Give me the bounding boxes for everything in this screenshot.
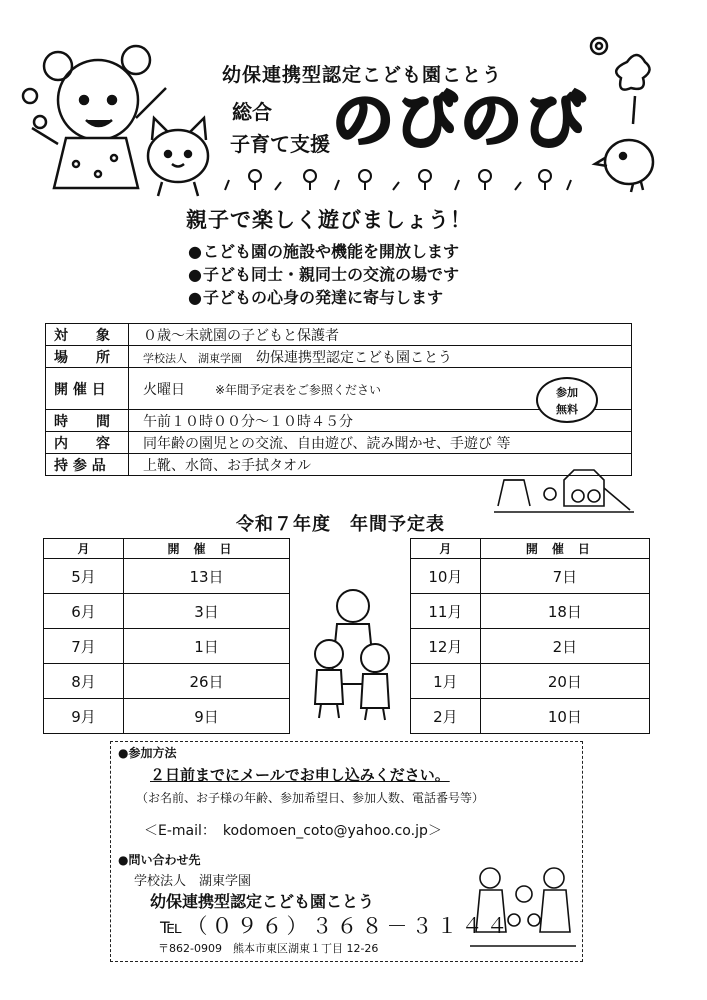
inquiry-heading: ● 問い合わせ先 bbox=[118, 851, 201, 868]
subtitle-childcare-support: 子育て支援 bbox=[230, 132, 330, 156]
schedule-month: 10月 bbox=[411, 559, 481, 594]
bird-and-flower-illustration bbox=[585, 34, 663, 194]
schedule-row bbox=[411, 664, 650, 699]
schedule-row bbox=[411, 594, 650, 629]
application-details: （お名前、お子様の年齢、参加希望日、参加人数、電話番号等） bbox=[136, 791, 485, 805]
schedule-day: 7日 bbox=[480, 559, 649, 594]
schedule-header-row bbox=[411, 539, 650, 559]
schedule-month: 2月 bbox=[411, 699, 481, 734]
schedule-month: 7月 bbox=[44, 629, 124, 664]
info-label: 内 容 bbox=[46, 432, 129, 454]
feature-item: ● こども園の施設や機能を開放します bbox=[188, 240, 459, 263]
schedule-table-right bbox=[410, 538, 650, 734]
info-label: 開 催 日 bbox=[46, 368, 129, 410]
schedule-row bbox=[44, 664, 290, 699]
feature-item: ● 子ども同士・親同士の交流の場です bbox=[188, 263, 459, 286]
schedule-day: 2日 bbox=[480, 629, 649, 664]
schedule-month: 8月 bbox=[44, 664, 124, 699]
schedule-row bbox=[411, 629, 650, 664]
info-row-content bbox=[46, 432, 632, 454]
schedule-header-month: 月 bbox=[411, 539, 481, 559]
page-title: のびのび bbox=[332, 84, 589, 157]
info-value: 火曜日 bbox=[143, 381, 185, 398]
feature-list bbox=[188, 240, 459, 309]
schedule-day: 1日 bbox=[124, 629, 290, 664]
schedule-row bbox=[44, 559, 290, 594]
info-value: 午前１０時００分～１０時４５分 bbox=[129, 410, 632, 432]
schedule-row bbox=[411, 559, 650, 594]
schedule-day: 9日 bbox=[124, 699, 290, 734]
info-value: ０歳～未就園の子どもと保護者 bbox=[129, 324, 632, 346]
info-value: 同年齢の園児との交流、自由遊び、読み聞かせ、手遊び 等 bbox=[129, 432, 632, 454]
schedule-table-left bbox=[43, 538, 290, 734]
schedule-row bbox=[411, 699, 650, 734]
schedule-day: 26日 bbox=[124, 664, 290, 699]
info-row-target bbox=[46, 324, 632, 346]
schedule-month: 9月 bbox=[44, 699, 124, 734]
schedule-month: 5月 bbox=[44, 559, 124, 594]
schedule-day: 10日 bbox=[480, 699, 649, 734]
schedule-month: 1月 bbox=[411, 664, 481, 699]
info-place-corp: 学校法人 湖東学園 bbox=[143, 351, 242, 365]
contact-corp: 学校法人 湖東学園 bbox=[134, 874, 252, 889]
schedule-header-date: 開催日 bbox=[480, 539, 649, 559]
info-label: 持 参 品 bbox=[46, 454, 129, 476]
schedule-header-row bbox=[44, 539, 290, 559]
feature-item: ● 子どもの心身の発達に寄与します bbox=[188, 286, 459, 309]
info-value: 上靴、水筒、お手拭タオル bbox=[129, 454, 632, 476]
info-day-note: ※年間予定表をご参照ください bbox=[215, 382, 382, 397]
badge-line: 参加 bbox=[556, 386, 578, 399]
application-deadline: ２日前までにメールでお申し込みください。 bbox=[150, 766, 450, 784]
badge-line: 無料 bbox=[556, 403, 578, 416]
schedule-day: 20日 bbox=[480, 664, 649, 699]
contact-org: 幼保連携型認定こども園ことう bbox=[150, 892, 375, 911]
info-value: 幼保連携型認定こども園ことう bbox=[256, 349, 452, 366]
schedule-month: 12月 bbox=[411, 629, 481, 664]
schedule-day: 18日 bbox=[480, 594, 649, 629]
info-label: 対 象 bbox=[46, 324, 129, 346]
subtitle-general: 総合 bbox=[232, 100, 272, 124]
info-label: 時 間 bbox=[46, 410, 129, 432]
tagline: 親子で楽しく遊びましょう！ bbox=[186, 208, 472, 232]
info-label: 場 所 bbox=[46, 346, 129, 368]
contact-address: 〒862-0909 熊本市東区湖東１丁目 12-26 bbox=[158, 942, 379, 955]
schedule-day: 3日 bbox=[124, 594, 290, 629]
schedule-row bbox=[44, 594, 290, 629]
schedule-month: 6月 bbox=[44, 594, 124, 629]
free-participation-badge bbox=[536, 377, 598, 423]
organization-name: 幼保連携型認定こども園ことう bbox=[222, 64, 503, 86]
schedule-row bbox=[44, 629, 290, 664]
flower-row-decoration bbox=[215, 166, 575, 192]
girl-and-cat-illustration bbox=[18, 28, 218, 198]
info-row-bring bbox=[46, 454, 632, 476]
schedule-header-month: 月 bbox=[44, 539, 124, 559]
schedule-day: 13日 bbox=[124, 559, 290, 594]
info-row-place bbox=[46, 346, 632, 368]
schedule-title: 令和７年度 年間予定表 bbox=[236, 514, 445, 535]
how-to-join-heading: ● 参加方法 bbox=[118, 744, 177, 761]
schedule-month: 11月 bbox=[411, 594, 481, 629]
family-illustration bbox=[303, 584, 403, 724]
schedule-header-date: 開催日 bbox=[124, 539, 290, 559]
contact-phone: ℡（０９６）３６８－３１４４ bbox=[160, 914, 512, 938]
contact-email[interactable]: ＜E-mail： kodomoen_coto@yahoo.co.jp＞ bbox=[144, 823, 442, 839]
schedule-row bbox=[44, 699, 290, 734]
